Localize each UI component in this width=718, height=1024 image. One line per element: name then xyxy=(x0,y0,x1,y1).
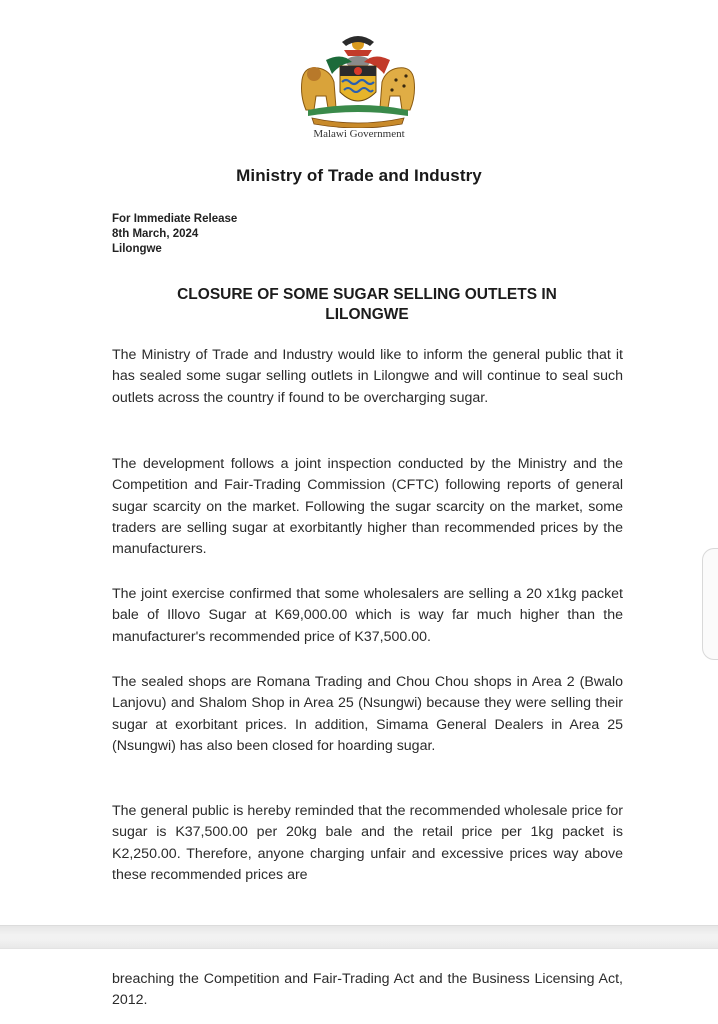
body-paragraph-2: The development follows a joint inspection conducted by the Ministry and the Competition and Fair-Trading Commission (CFTC) following reports of general sugar scarcity on the market. Following the sugar scarcity on the market, some traders are selling sugar at exorbitantly higher than recommended prices by the manufacturers. xyxy=(112,456,623,558)
coat-of-arms-icon xyxy=(282,30,434,128)
release-location: Lilongwe xyxy=(112,243,162,255)
body-paragraph-6: breaching the Competition and Fair-Trading Act and the Business Licensing Act, 2012. xyxy=(112,971,623,1009)
body-paragraph-1: The Ministry of Trade and Industry would like to inform the general public that it has sealed some sugar selling outlets in Lilongwe and will continue to seal such outlets across the country if found to be overcharging sugar. xyxy=(112,347,623,406)
headline-line-1: CLOSURE OF SOME SUGAR SELLING OUTLETS IN xyxy=(177,286,557,303)
release-type: For Immediate Release xyxy=(112,213,238,225)
headline-line-2: LILONGWE xyxy=(325,306,409,323)
body-paragraph-5: The general public is hereby reminded that the recommended wholesale price for sugar is K37,500.00 per 20kg bale and the retail price per 1kg packet is K2,250.00. Therefore, anyone charging unfair and excessive prices way above these recommended prices are xyxy=(112,803,623,883)
release-meta xyxy=(112,212,237,257)
body-paragraph-4: The sealed shops are Romana Trading and Chou Chou shops in Area 2 (Bwalo Lanjovu) and Shalom Shop in Area 25 (Nsungwi) because they were selling their sugar at exorbitant prices. In addition, Simama General Dealers in Area 25 (Nsungwi) has also been closed for hoarding sugar. xyxy=(112,674,623,754)
body-paragraph-3: The joint exercise confirmed that some wholesalers are selling a 20 x1kg packet bale of Illovo Sugar at K69,000.00 which is way far much higher than the manufacturer's recommended price of K37,500.00. xyxy=(112,586,623,645)
government-label: Malawi Government xyxy=(313,128,405,140)
page-break-divider xyxy=(0,925,718,949)
release-date: 8th March, 2024 xyxy=(112,228,199,240)
press-release-headline xyxy=(112,285,622,325)
scroll-handle[interactable] xyxy=(702,548,718,660)
ministry-title: Ministry of Trade and Industry xyxy=(236,166,482,185)
